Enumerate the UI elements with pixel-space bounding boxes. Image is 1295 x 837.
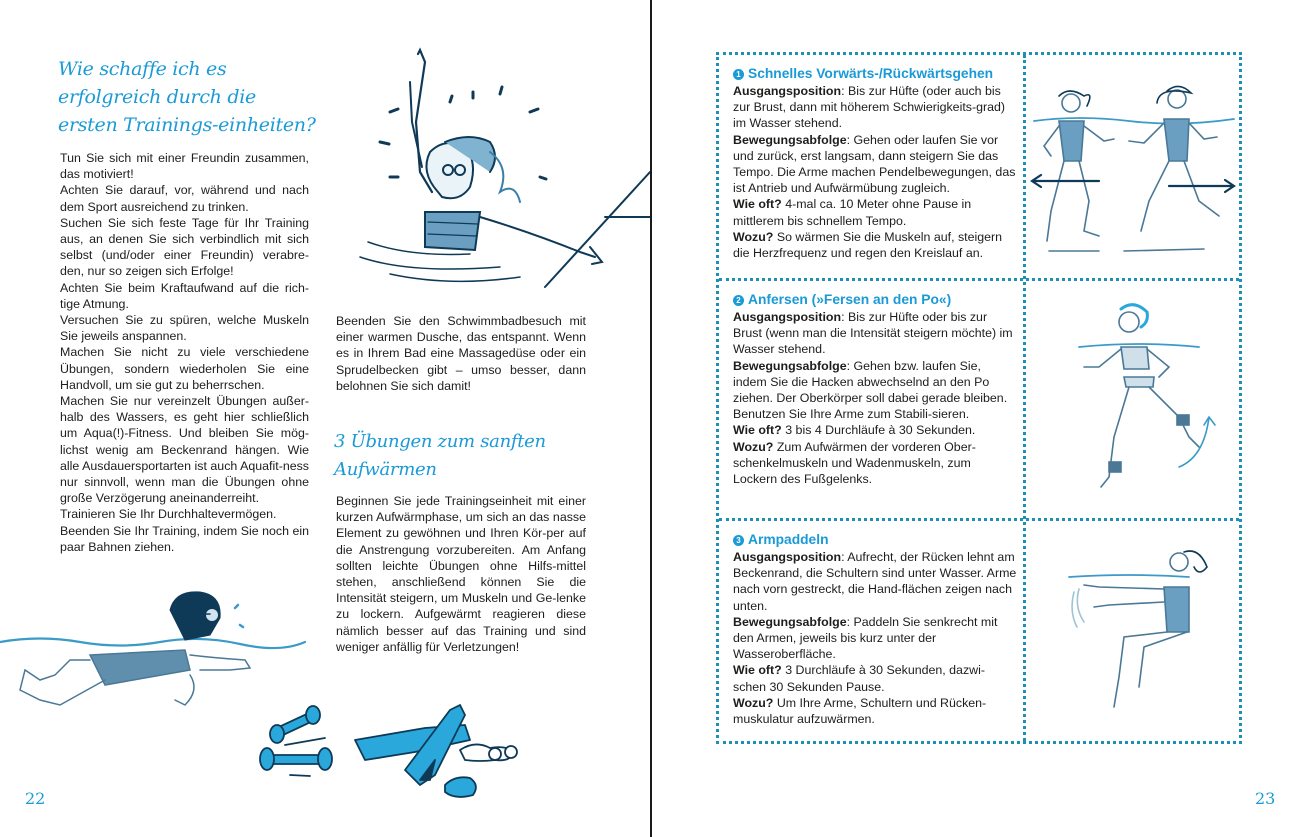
tip: Achten Sie beim Kraftaufwand auf die rich-tige Atmung. [60, 280, 309, 311]
start-text: Bis zur Hüfte (oder auch bis zur Brust, dann mit höherem Schwierigkeits-grad) im Wasser stehend. [733, 84, 1006, 131]
tip: Machen Sie nur vereinzelt Übungen außer-halb des Wassers, es geht hier schließlich um Aqua(!)-Fitness. Und bleiben Sie mög-lichst wenig am Beckenrand hängen. Wie alle Ausdauersportarten ist auch Aquafit-ness nur sinnvoll, wenn man die Übungen ohne große Verzögerung aneinanderreiht. [60, 394, 309, 506]
label-how-often: Wie oft? [733, 197, 782, 212]
label-sequence: Bewegungsabfolge [733, 132, 847, 147]
how-often-text: 4-mal ca. 10 Meter ohne Pause in mittlerem bis schnellem Tempo. [733, 197, 972, 228]
label-how-often: Wie oft? [733, 423, 782, 438]
tip: Versuchen Sie zu spüren, welche Muskeln Sie jeweils anspannen. [60, 313, 309, 344]
exercise-title [733, 65, 1018, 83]
section-heading-warmup: 3 Übungen zum sanften Aufwärmen [334, 431, 546, 480]
exercise-text: 2 Anfersen (»Fersen an den Po«) Ausgangsposition: Bis zur Hüfte oder bis zur Brust (wenn man die Intensität steigern möchte) im Wasser stehend. Bewegungsabfolge: Gehen bzw. laufen Sie, indem Sie die Hacken abwechselnd an den Po ziehen. Der Oberkörper soll dabei gerade bleiben. Benutzen Sie Ihre Arme zum Stabili-sieren. Wie oft? 3 bis 4 Durchläufe à 30 Sekunden. Wozu? Zum Aufwärmen der vorderen Ober-schenkelmuskeln und Wadenmuskeln, zum Lockern des Fußgelenks. [733, 291, 1018, 487]
label-how-often: Wie oft? [733, 663, 782, 678]
start-text: Bis zur Hüfte oder bis zur Brust (wenn man die Intensität steigern möchte) im Wasser stehend. [733, 310, 1013, 357]
sequence-text: Gehen bzw. laufen Sie, indem Sie die Hacken abwechselnd an den Po ziehen. Der Oberkörper soll dabei gerade bleiben. Benutzen Sie Ihre Arme zum Stabili-sieren. [733, 358, 1008, 422]
tip: Tun Sie sich mit einer Freundin zusammen, das motiviert! [60, 151, 309, 182]
tip: Beenden Sie Ihr Training, indem Sie noch ein paar Bahnen ziehen. [60, 523, 309, 554]
exercise-text: 3 Armpaddeln Ausgangsposition: Aufrecht, der Rücken lehnt am Beckenrand, die Schultern sind unter Wasser. Arme nach vorn gestreckt, die Hand-flächen zeigen nach unten. Bewegungsabfolge: Paddeln Sie senkrecht mit den Armen, jeweils bis kurz unter der Wasseroberfläche. Wie oft? 3 Durchläufe à 30 Sekunden, dazwi-schen 30 Sekunden Pause. Wozu? Um Ihre Arme, Schultern und Rücken-muskulatur aufzuwärmen. [733, 532, 1017, 727]
purpose-text: So wärmen Sie die Muskeln auf, steigern die Herzfrequenz und regen den Kreislauf an. [733, 229, 1003, 261]
number-badge-icon: 3 [733, 535, 744, 546]
label-sequence: Bewegungsabfolge [733, 614, 847, 629]
page-number-left: 22 [25, 789, 46, 808]
tip: Trainieren Sie Ihr Durchhaltevermögen. [60, 507, 277, 522]
illustration-heel-kicks-icon [1029, 287, 1237, 515]
how-often-text: 3 Durchläufe à 30 Sekunden, dazwi-schen 30 Sekunden Pause. [733, 663, 985, 694]
illustration-arm-paddling-icon [1029, 527, 1237, 737]
label-sequence: Bewegungsabfolge [733, 358, 847, 373]
purpose-text: Um Ihre Arme, Schultern und Rücken-muskulatur aufzuwärmen. [733, 695, 987, 727]
label-purpose: Wozu? [733, 695, 774, 710]
exercise-grid [716, 52, 1242, 744]
sequence-text: Gehen oder laufen Sie vor und zurück, erst langsam, dann steigern Sie das Tempo. Die Arme machen Pendelbewegungen, das ist Antrieb und Aufwärmübung zugleich. [733, 132, 1016, 196]
exercise-title-text: Anfersen (»Fersen an den Po«) [748, 292, 952, 307]
illustration-walking-forward-backward-icon [1029, 61, 1237, 271]
paragraph: Beenden Sie den Schwimmbadbesuch mit einer warmen Dusche, das entspannt. Wenn es in Ihrem Bad eine Massagedüse oder ein Sprudelbecken gibt – umso besser, dann belohnen Sie sich damit! [336, 314, 586, 393]
exercise-title [733, 531, 1018, 549]
page-gutter [650, 0, 652, 837]
tips-list [60, 150, 309, 555]
exercise-title [733, 291, 1018, 309]
label-start: Ausgangsposition [733, 550, 842, 564]
exercise-card-1 [719, 55, 1239, 278]
label-purpose: Wozu? [733, 439, 774, 454]
sequence-text: Paddeln Sie senkrecht mit den Armen, jeweils bis kurz unter der Wasseroberfläche. [733, 614, 998, 662]
purpose-text: Zum Aufwärmen der vorderen Ober-schenkelmuskeln und Wadenmuskeln, zum Lockern des Fußgelenks. [733, 439, 976, 487]
exercise-card-3 [719, 518, 1239, 741]
illustration-woman-at-pool-edge-icon [350, 42, 650, 297]
number-badge-icon: 2 [733, 295, 744, 306]
number-badge-icon: 1 [733, 69, 744, 80]
section-heading-first-sessions: Wie schaffe ich es erfolgreich durch die ersten Trainings-einheiten? [58, 58, 316, 136]
tip: Suchen Sie sich feste Tage für Ihr Training aus, an denen Sie sich verbindlich mit sich selbst (und/oder einer Freundin) verabre-den, nur so zeigen sich Erfolge! [60, 215, 309, 279]
start-text: Aufrecht, der Rücken lehnt am Beckenrand, die Schultern sind unter Wasser. Arme nach vorn gestreckt, die Hand-flächen zeigen nach unten. [733, 550, 1017, 613]
exercise-text: 1 Schnelles Vorwärts-/Rückwärtsgehen Ausgangsposition: Bis zur Hüfte (oder auch bis zur Brust, dann mit höherem Schwierigkeits-grad) im Wasser stehend. Bewegungsabfolge: Gehen oder laufen Sie vor und zurück, erst langsam, dann steigern Sie das Tempo. Die Arme machen Pendelbewegungen, das ist Antrieb und Aufwärmübung zugleich. Wie oft? 4-mal ca. 10 Meter ohne Pause in mittlerem bis schnellem Tempo. Wozu? So wärmen Sie die Muskeln auf, steigern die Herzfrequenz und regen den Kreislauf an. [733, 65, 1018, 261]
exercise-card-2 [719, 278, 1239, 518]
tip: Achten Sie darauf, vor, während und nach dem Sport ausreichend zu trinken. [60, 183, 309, 214]
exercise-title-text: Schnelles Vorwärts-/Rückwärtsgehen [748, 66, 994, 81]
warmup-intro-paragraph [336, 493, 586, 655]
label-start: Ausgangsposition [733, 310, 842, 324]
label-purpose: Wozu? [733, 229, 774, 244]
how-often-text: 3 bis 4 Durchläufe à 30 Sekunden. [785, 423, 976, 438]
page-number-right: 23 [1255, 789, 1276, 808]
paragraph: Beginnen Sie jede Trainingseinheit mit einer kurzen Aufwärmphase, um sich an das nasse Element zu gewöhnen und Ihren Kör-per auf die Anstrengung vorzubereiten. Am Anfang sollten leichte Übungen ohne Hilfs-mittel stehen, anschließend können Sie die Intensität steigern, um Muskeln und Ge-lenke zu lockern. Aufgewärmt reagieren diese nämlich besser auf das Training und sind weniger anfällig für Verletzungen! [336, 494, 586, 654]
illustration-swim-equipment-icon [255, 690, 535, 805]
shower-paragraph [336, 313, 586, 394]
exercise-title-text: Armpaddeln [748, 532, 829, 547]
tip: Machen Sie nicht zu viele verschiedene Übungen, sondern wiederholen Sie eine Handvoll, um sie gut zu beherrschen. [60, 345, 309, 392]
label-start: Ausgangsposition [733, 84, 842, 98]
